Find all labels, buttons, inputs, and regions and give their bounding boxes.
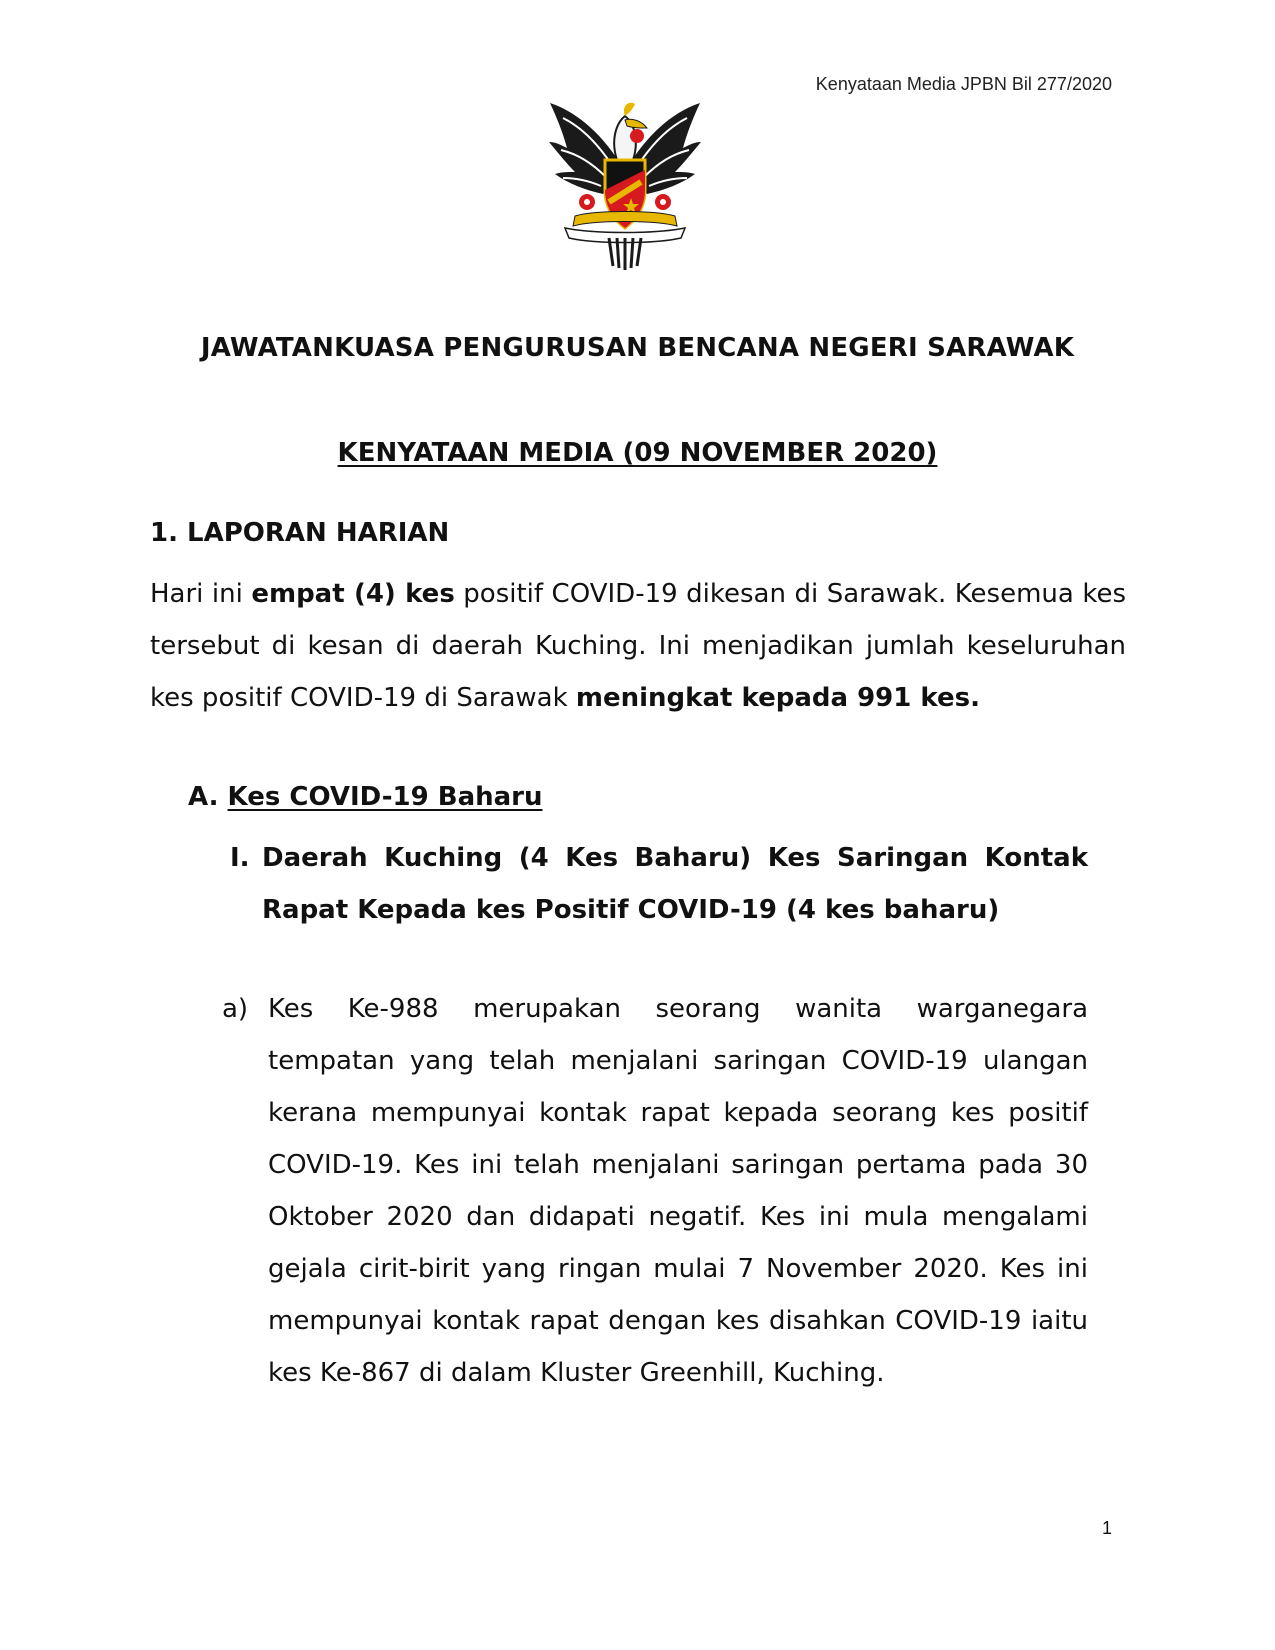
- page-number: 1: [1101, 1518, 1112, 1538]
- para-bold-2: meningkat kepada 991 kes.: [575, 683, 980, 713]
- list-item-text: Kes Ke-988 merupakan seorang wanita warganegara tempatan yang telah menjalani saringan COVID-19 ulangan kerana mempunyai kontak rapat kepada seorang kes positif COVID-19. Kes ini telah menjalani saringan pertama pada 30 Oktober 2020 dan didapati negatif. Kes ini mula mengalami gejala cirit-birit yang ringan mulai 7 November 2020. Kes ini mempunyai kontak rapat dengan kes disahkan COVID-19 iaitu kes Ke-867 di dalam Kluster Greenhill, Kuching.: [268, 994, 1088, 1388]
- subsection-i-title: Daerah Kuching (4 Kes Baharu) Kes Saringan Kontak Rapat Kepada kes Positif COVID-19 (4 kes baharu): [262, 843, 1088, 925]
- subsection-a-heading: [188, 782, 543, 812]
- subsection-a-title: Kes COVID-19 Baharu: [227, 782, 543, 812]
- document-reference: Kenyataan Media JPBN Bil 277/2020: [815, 74, 1112, 94]
- para-text-1: Hari ini: [150, 579, 252, 609]
- para-text-2: positif COVID-19 dikesan di Sarawak. Kesemua kes tersebut di kesan di daerah Kuching. Ini menjadikan jumlah keseluruhan kes positif COVID-19 di Sarawak: [150, 579, 1126, 713]
- document-subtitle: [0, 438, 1275, 468]
- list-item-marker: a): [222, 994, 249, 1024]
- subsection-i-heading: [230, 832, 1088, 936]
- daily-report-paragraph: [150, 568, 1126, 724]
- subsection-a-label: A.: [188, 782, 219, 812]
- sarawak-coat-of-arms-icon: [545, 98, 705, 273]
- para-bold-1: empat (4) kes: [251, 579, 455, 609]
- list-item: [222, 983, 1088, 1399]
- subtitle-text: KENYATAAN MEDIA (09 NOVEMBER 2020): [337, 438, 938, 468]
- subsection-i-label: I.: [230, 843, 250, 873]
- page-title: JAWATANKUASA PENGURUSAN BENCANA NEGERI SARAWAK: [200, 333, 1075, 363]
- section-heading: 1. LAPORAN HARIAN: [150, 518, 450, 548]
